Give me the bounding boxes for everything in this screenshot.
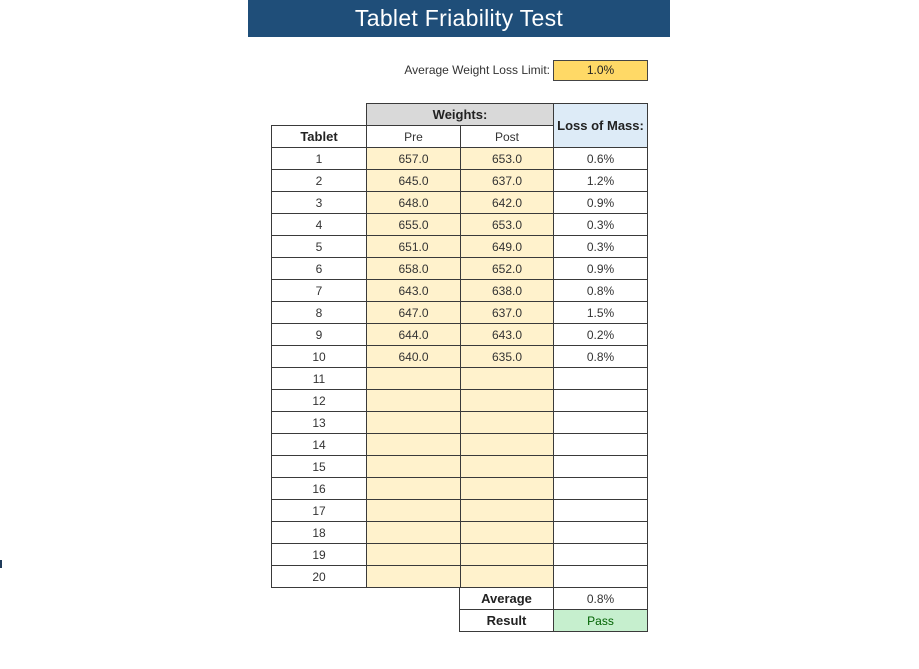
- tablet-number-cell: 17: [271, 499, 367, 522]
- loss-of-mass-cell[interactable]: 0.6%: [553, 147, 648, 170]
- pre-weight-cell[interactable]: 658.0: [366, 257, 461, 280]
- loss-of-mass-cell[interactable]: [553, 565, 648, 588]
- weight-loss-limit-input[interactable]: 1.0%: [553, 60, 648, 81]
- post-weight-cell[interactable]: [460, 389, 554, 412]
- post-weight-cell[interactable]: 649.0: [460, 235, 554, 258]
- tablet-number-cell: 18: [271, 521, 367, 544]
- tablet-number-cell: 3: [271, 191, 367, 214]
- average-label: Average: [459, 587, 554, 610]
- post-weight-cell[interactable]: [460, 477, 554, 500]
- pre-weight-cell[interactable]: [366, 521, 461, 544]
- post-weight-cell[interactable]: [460, 499, 554, 522]
- post-weight-cell[interactable]: [460, 455, 554, 478]
- pre-weight-cell[interactable]: 647.0: [366, 301, 461, 324]
- result-label: Result: [459, 609, 554, 632]
- pre-weight-cell[interactable]: 645.0: [366, 169, 461, 192]
- tablet-number-cell: 14: [271, 433, 367, 456]
- tablet-number-cell: 13: [271, 411, 367, 434]
- pre-weight-cell[interactable]: 648.0: [366, 191, 461, 214]
- pre-weight-cell[interactable]: 657.0: [366, 147, 461, 170]
- tablet-number-cell: 15: [271, 455, 367, 478]
- post-weight-cell[interactable]: 637.0: [460, 301, 554, 324]
- post-weight-cell[interactable]: 637.0: [460, 169, 554, 192]
- loss-of-mass-cell[interactable]: [553, 521, 648, 544]
- post-weight-cell[interactable]: [460, 543, 554, 566]
- loss-of-mass-cell[interactable]: 0.2%: [553, 323, 648, 346]
- loss-of-mass-cell[interactable]: 0.3%: [553, 235, 648, 258]
- result-value[interactable]: Pass: [553, 609, 648, 632]
- loss-of-mass-cell[interactable]: 1.5%: [553, 301, 648, 324]
- post-header: Post: [460, 125, 554, 148]
- pre-weight-cell[interactable]: [366, 433, 461, 456]
- tablet-number-cell: 11: [271, 367, 367, 390]
- pre-weight-cell[interactable]: [366, 367, 461, 390]
- post-weight-cell[interactable]: [460, 367, 554, 390]
- pre-weight-cell[interactable]: 644.0: [366, 323, 461, 346]
- loss-of-mass-cell[interactable]: [553, 477, 648, 500]
- post-weight-cell[interactable]: [460, 521, 554, 544]
- loss-of-mass-cell[interactable]: 0.9%: [553, 191, 648, 214]
- loss-of-mass-cell[interactable]: [553, 543, 648, 566]
- loss-of-mass-cell[interactable]: [553, 499, 648, 522]
- tablet-number-cell: 9: [271, 323, 367, 346]
- tablet-number-cell: 12: [271, 389, 367, 412]
- post-weight-cell[interactable]: 638.0: [460, 279, 554, 302]
- post-weight-cell[interactable]: 653.0: [460, 213, 554, 236]
- pre-weight-cell[interactable]: 655.0: [366, 213, 461, 236]
- post-weight-cell[interactable]: 642.0: [460, 191, 554, 214]
- tablet-number-cell: 8: [271, 301, 367, 324]
- post-weight-cell[interactable]: [460, 433, 554, 456]
- tablet-number-cell: 5: [271, 235, 367, 258]
- cell-cursor-mark: [0, 560, 2, 568]
- tablet-number-cell: 20: [271, 565, 367, 588]
- post-weight-cell[interactable]: 653.0: [460, 147, 554, 170]
- tablet-number-cell: 7: [271, 279, 367, 302]
- tablet-number-cell: 6: [271, 257, 367, 280]
- loss-of-mass-cell[interactable]: 0.3%: [553, 213, 648, 236]
- tablet-number-cell: 2: [271, 169, 367, 192]
- pre-weight-cell[interactable]: [366, 389, 461, 412]
- average-value[interactable]: 0.8%: [553, 587, 648, 610]
- loss-of-mass-header: Loss of Mass:: [553, 103, 648, 148]
- pre-weight-cell[interactable]: [366, 455, 461, 478]
- pre-weight-cell[interactable]: 643.0: [366, 279, 461, 302]
- loss-of-mass-cell[interactable]: 1.2%: [553, 169, 648, 192]
- post-weight-cell[interactable]: 643.0: [460, 323, 554, 346]
- pre-weight-cell[interactable]: 640.0: [366, 345, 461, 368]
- tablet-number-cell: 4: [271, 213, 367, 236]
- tablet-number-cell: 16: [271, 477, 367, 500]
- loss-of-mass-cell[interactable]: [553, 411, 648, 434]
- pre-weight-cell[interactable]: [366, 543, 461, 566]
- pre-weight-cell[interactable]: [366, 411, 461, 434]
- pre-weight-cell[interactable]: [366, 565, 461, 588]
- tablet-header: Tablet: [271, 125, 367, 148]
- post-weight-cell[interactable]: 635.0: [460, 345, 554, 368]
- post-weight-cell[interactable]: [460, 411, 554, 434]
- tablet-number-cell: 19: [271, 543, 367, 566]
- pre-header: Pre: [366, 125, 461, 148]
- pre-weight-cell[interactable]: [366, 477, 461, 500]
- loss-of-mass-cell[interactable]: [553, 389, 648, 412]
- post-weight-cell[interactable]: [460, 565, 554, 588]
- loss-of-mass-cell[interactable]: [553, 455, 648, 478]
- loss-of-mass-cell[interactable]: 0.9%: [553, 257, 648, 280]
- loss-of-mass-cell[interactable]: [553, 433, 648, 456]
- weights-header: Weights:: [366, 103, 554, 126]
- tablet-number-cell: 1: [271, 147, 367, 170]
- sheet-title: Tablet Friability Test: [248, 0, 670, 37]
- tablet-number-cell: 10: [271, 345, 367, 368]
- pre-weight-cell[interactable]: [366, 499, 461, 522]
- weight-loss-limit-label: Average Weight Loss Limit:: [404, 63, 550, 77]
- post-weight-cell[interactable]: 652.0: [460, 257, 554, 280]
- loss-of-mass-cell[interactable]: 0.8%: [553, 345, 648, 368]
- loss-of-mass-cell[interactable]: [553, 367, 648, 390]
- pre-weight-cell[interactable]: 651.0: [366, 235, 461, 258]
- loss-of-mass-cell[interactable]: 0.8%: [553, 279, 648, 302]
